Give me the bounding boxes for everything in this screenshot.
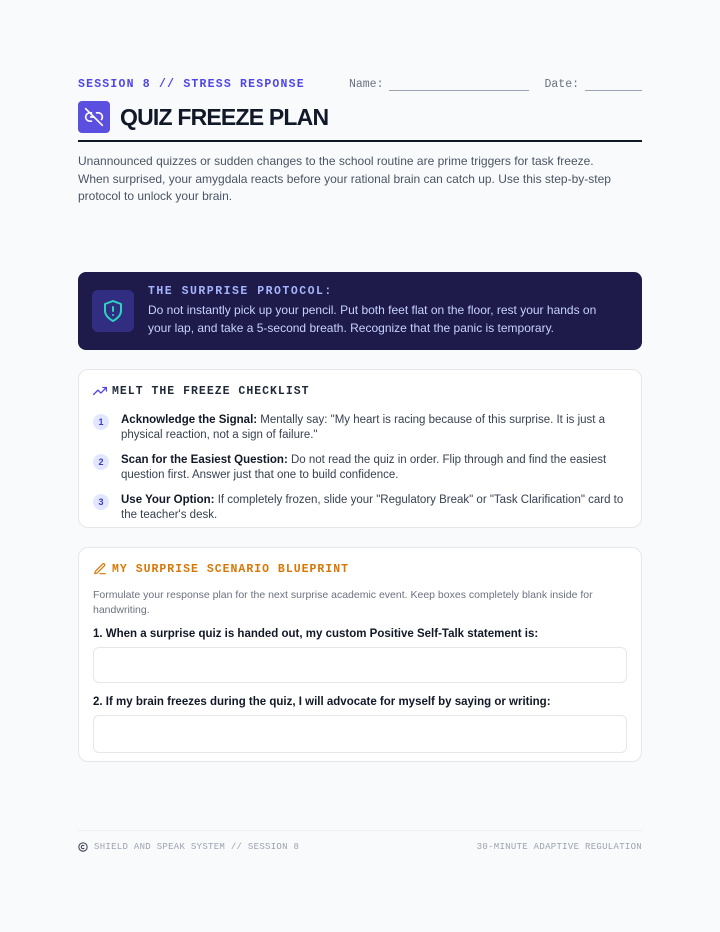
question-1-answer-box[interactable] [93, 647, 627, 683]
footer [78, 830, 642, 852]
copyright-icon [78, 842, 88, 852]
step-title: Acknowledge the Signal: [121, 414, 258, 426]
name-line [389, 81, 529, 91]
step-number: 1 [93, 414, 109, 430]
broken-link-icon [78, 101, 110, 133]
blueprint-card [78, 547, 642, 762]
trending-up-icon [93, 384, 107, 398]
step-description: If completely frozen, slide your "Regulatory Break" or "Task Clarification" card to the teacher's desk. [121, 494, 624, 521]
checklist-item [93, 493, 627, 522]
page-title: QUIZ FREEZE PLAN [120, 103, 329, 130]
name-label: Name: [348, 77, 384, 91]
date-line [585, 81, 642, 91]
blueprint-heading [93, 562, 627, 576]
question-1-label: 1. When a surprise quiz is handed out, my custom Positive Self-Talk statement is: [93, 628, 539, 640]
session-label: SESSION 8 // STRESS RESPONSE [78, 77, 305, 91]
footer-right-text: 30-MINUTE ADAPTIVE REGULATION [476, 842, 642, 852]
intro-paragraph: Unannounced quizzes or sudden changes to the school routine are prime triggers for task freeze. When surprised, your amygdala reacts before your rational brain can catch up. Use this step-by-step protocol to unlock your brain. [78, 154, 611, 203]
question-2-answer-box[interactable] [93, 715, 627, 753]
date-label: Date: [544, 77, 579, 91]
protocol-banner [78, 272, 642, 350]
name-date-fields [349, 78, 642, 91]
step-title: Use Your Option: [121, 494, 215, 506]
checklist-heading [93, 384, 627, 398]
title-row [78, 102, 642, 142]
header-bar [78, 77, 642, 91]
blueprint-heading-text: MY SURPRISE SCENARIO BLUEPRINT [112, 562, 350, 576]
blueprint-intro: Formulate your response plan for the next surprise academic event. Keep boxes completely blank inside for handwriting. [93, 589, 593, 616]
checklist-item [93, 413, 627, 442]
checklist-steps [93, 413, 627, 522]
step-description: Mentally say: "My heart is racing because of this surprise. It is just a physical reaction, not a sign of failure." [121, 414, 606, 441]
step-number: 3 [93, 494, 109, 510]
step-description: Do not read the quiz in order. Flip through and find the easiest question first. Answer just that one to build confidence. [121, 454, 607, 481]
checklist-heading-text: MELT THE FREEZE CHECKLIST [112, 384, 310, 398]
checklist-item [93, 453, 627, 482]
question-2-label: 2. If my brain freezes during the quiz, I will advocate for myself by saying or writing: [93, 696, 551, 708]
pencil-icon [93, 562, 107, 576]
footer-left-text: SHIELD AND SPEAK SYSTEM // SESSION 8 [94, 842, 300, 852]
checklist-card [78, 369, 642, 528]
step-number: 2 [93, 454, 109, 470]
protocol-heading: THE SURPRISE PROTOCOL: [148, 285, 333, 298]
protocol-body: Do not instantly pick up your pencil. Put both feet flat on the floor, rest your hands on your lap, and take a 5-second breath. Recognize that the panic is temporary. [148, 303, 597, 335]
shield-alert-icon [92, 290, 134, 332]
step-title: Scan for the Easiest Question: [121, 454, 288, 466]
